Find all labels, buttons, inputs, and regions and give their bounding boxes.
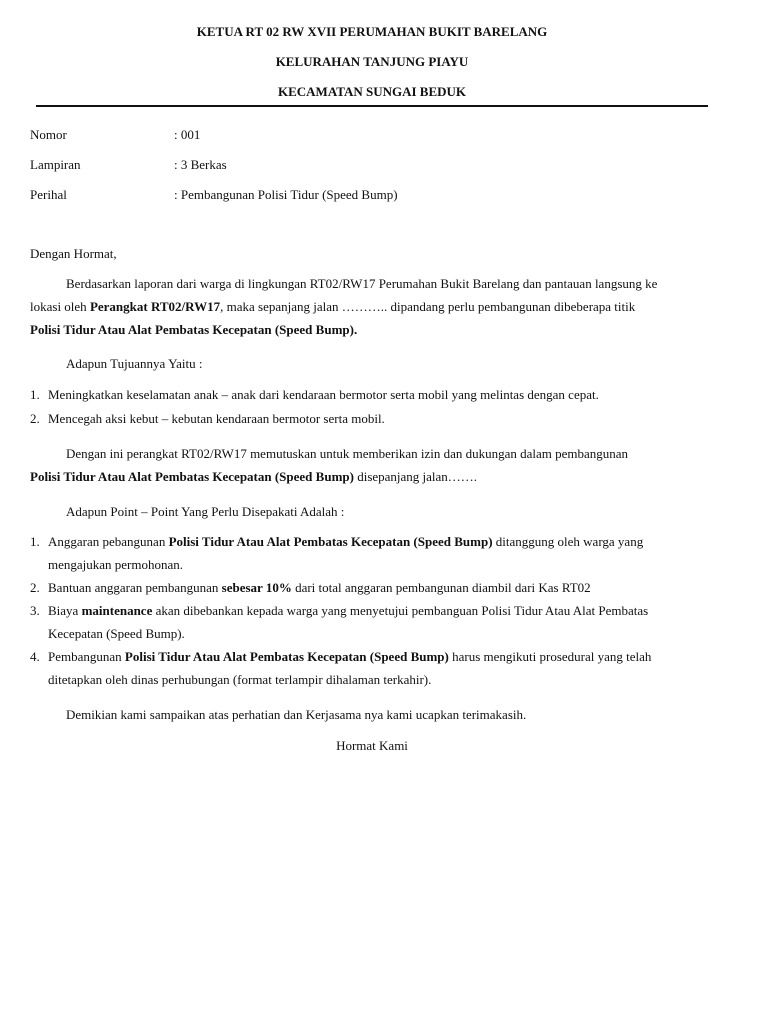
closing-statement: Demikian kami sampaikan atas perhatian dan Kerjasama nya kami ucapkan terimakasih. bbox=[66, 707, 527, 722]
point-bold: sebesar 10% bbox=[221, 580, 292, 595]
point-1-line-1 bbox=[48, 534, 643, 550]
header-line-1: KETUA RT 02 RW XVII PERUMAHAN BUKIT BARELANG bbox=[196, 24, 548, 39]
point-number: 1. bbox=[30, 534, 40, 549]
point-4-line-2: ditetapkan oleh dinas perhubungan (format terlampir dihalaman terkahir). bbox=[48, 672, 432, 687]
header-line-3: KECAMATAN SUNGAI BEDUK bbox=[277, 84, 467, 99]
point-number: 4. bbox=[30, 649, 40, 664]
point-text: Bantuan anggaran pembangunan bbox=[48, 580, 222, 595]
signoff: Hormat Kami bbox=[336, 738, 408, 753]
paragraph-1-text: lokasi oleh bbox=[30, 299, 90, 314]
point-text: ditanggung oleh warga yang bbox=[492, 534, 644, 549]
point-3-line-1 bbox=[48, 603, 648, 619]
point-3-line-2: Kecepatan (Speed Bump). bbox=[48, 626, 185, 641]
paragraph-2-line-2 bbox=[30, 469, 477, 485]
point-bold: maintenance bbox=[81, 603, 153, 618]
paragraph-2-bold: Polisi Tidur Atau Alat Pembatas Kecepatan (Speed Bump) bbox=[30, 469, 354, 484]
nomor-label: Nomor bbox=[30, 127, 67, 142]
point-4-line-1 bbox=[48, 649, 651, 665]
point-text: dari total anggaran pembangunan diambil dari Kas RT02 bbox=[291, 580, 591, 595]
lampiran-label: Lampiran bbox=[30, 157, 81, 172]
point-number: 3. bbox=[30, 603, 40, 618]
lampiran-value: : 3 Berkas bbox=[174, 157, 227, 172]
points-intro: Adapun Point – Point Yang Perlu Disepakati Adalah : bbox=[66, 504, 345, 519]
paragraph-1-text: , maka sepanjang jalan ……….. dipandang perlu pembangunan dibeberapa titik bbox=[220, 299, 636, 314]
purpose-number: 2. bbox=[30, 411, 40, 426]
point-text: Anggaran pebangunan bbox=[48, 534, 169, 549]
perihal-label: Perihal bbox=[30, 187, 67, 202]
paragraph-2-text: disepanjang jalan……. bbox=[353, 469, 478, 484]
point-text: akan dibebankan kepada warga yang menyetujui pembanguan Polisi Tidur Atau Alat Pembatas bbox=[152, 603, 649, 618]
point-number: 2. bbox=[30, 580, 40, 595]
purpose-number: 1. bbox=[30, 387, 40, 402]
point-2-line-1 bbox=[48, 580, 591, 596]
salutation: Dengan Hormat, bbox=[30, 246, 117, 261]
header-divider bbox=[36, 105, 708, 107]
paragraph-2-line-1: Dengan ini perangkat RT02/RW17 memutuskan untuk memberikan izin dan dukungan dalam pembangunan bbox=[66, 446, 629, 461]
purpose-item: Meningkatkan keselamatan anak – anak dari kendaraan bermotor serta mobil yang melintas dengan cepat. bbox=[48, 387, 599, 402]
point-1-line-2: mengajukan permohonan. bbox=[48, 557, 184, 572]
point-text: harus mengikuti prosedural yang telah bbox=[448, 649, 652, 664]
point-bold: Polisi Tidur Atau Alat Pembatas Kecepatan (Speed Bump) bbox=[124, 649, 449, 664]
point-text: Pembangunan bbox=[48, 649, 125, 664]
point-bold: Polisi Tidur Atau Alat Pembatas Kecepatan (Speed Bump) bbox=[168, 534, 493, 549]
nomor-value: : 001 bbox=[174, 127, 201, 142]
purpose-item: Mencegah aksi kebut – kebutan kendaraan bermotor serta mobil. bbox=[48, 411, 385, 426]
paragraph-1-line-2 bbox=[30, 299, 635, 315]
paragraph-1-line-3 bbox=[30, 322, 357, 338]
purpose-intro: Adapun Tujuannya Yaitu : bbox=[66, 356, 203, 371]
point-text: Biaya bbox=[48, 603, 82, 618]
header-line-2: KELURAHAN TANJUNG PIAYU bbox=[275, 54, 469, 69]
perihal-value: : Pembangunan Polisi Tidur (Speed Bump) bbox=[174, 187, 398, 202]
paragraph-1-bold: Polisi Tidur Atau Alat Pembatas Kecepatan (Speed Bump). bbox=[30, 322, 358, 337]
paragraph-1-bold: Perangkat RT02/RW17 bbox=[89, 299, 221, 314]
paragraph-1-line-1: Berdasarkan laporan dari warga di lingkungan RT02/RW17 Perumahan Bukit Barelang dan pantauan langsung ke bbox=[66, 276, 658, 291]
